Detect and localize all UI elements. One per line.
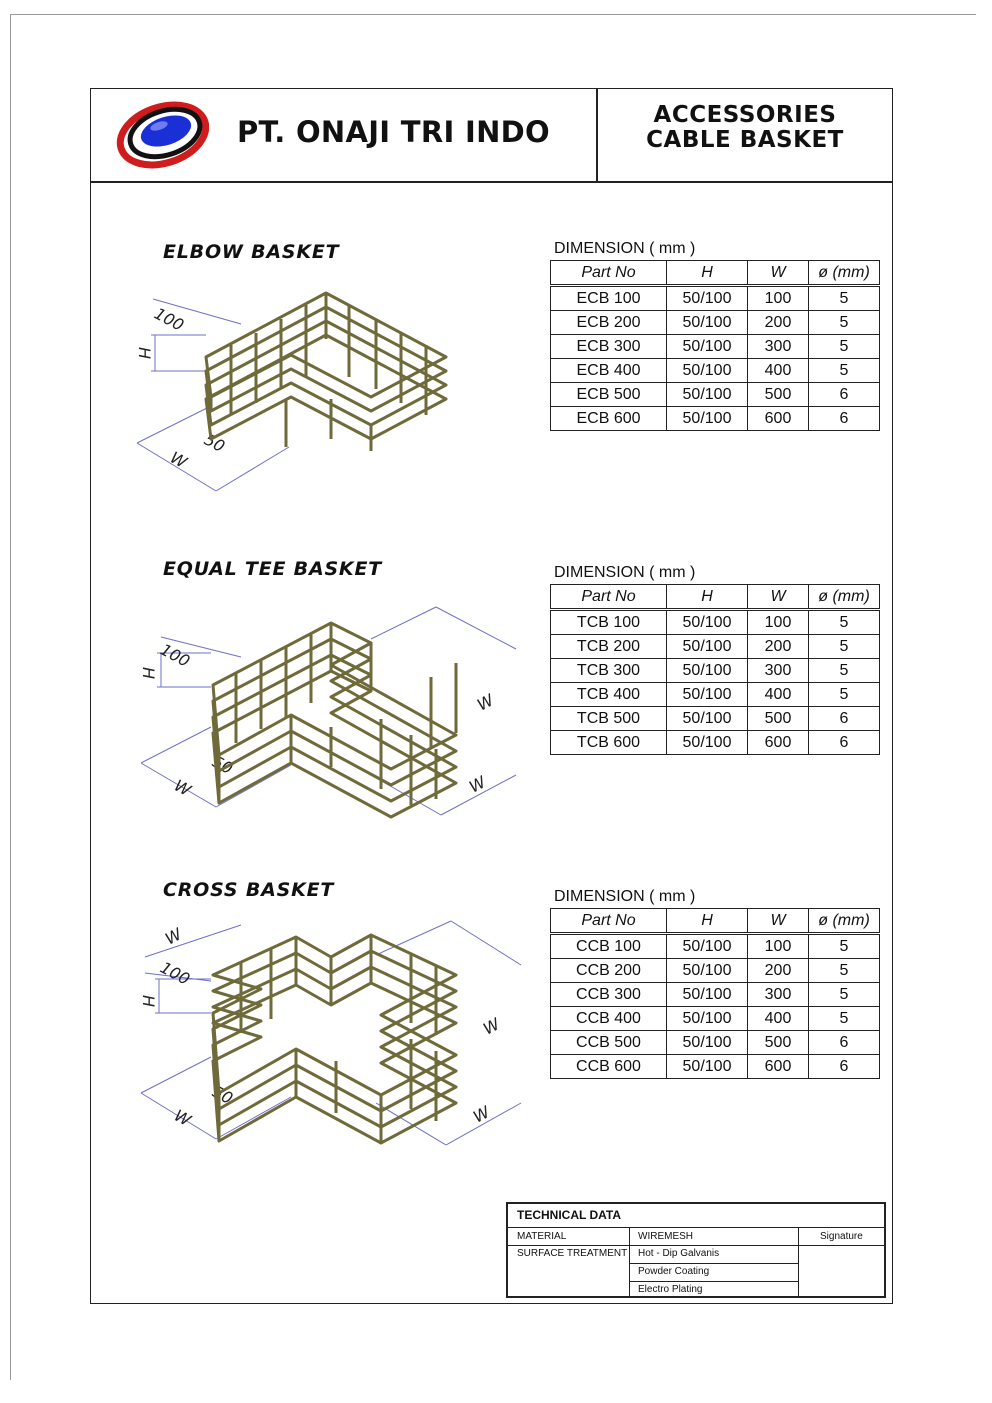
table-row — [551, 407, 880, 431]
tee-label-w-right: W — [465, 772, 489, 797]
cell: 50/100 — [667, 959, 748, 983]
cell: 50/100 — [667, 286, 748, 311]
equal-tee-dimension-table — [550, 584, 880, 755]
cell: TCB 500 — [551, 707, 667, 731]
elbow-dimension-table — [550, 260, 880, 431]
table-row — [551, 959, 880, 983]
surface-value: Powder Coating — [638, 1266, 710, 1277]
col-h: H — [667, 585, 748, 610]
cell: 400 — [748, 1007, 809, 1031]
table-row — [551, 731, 880, 755]
cell: 600 — [748, 731, 809, 755]
cell: TCB 400 — [551, 683, 667, 707]
cell: CCB 300 — [551, 983, 667, 1007]
table-row — [551, 1007, 880, 1031]
signature-label: Signature — [820, 1231, 863, 1242]
elbow-basket-title: ELBOW BASKET — [163, 241, 340, 263]
equal-tee-basket-title: EQUAL TEE BASKET — [163, 558, 382, 580]
col-w: W — [748, 585, 809, 610]
cell: 50/100 — [667, 707, 748, 731]
table-row — [551, 683, 880, 707]
cell: 200 — [748, 635, 809, 659]
tee-label-50: 50 — [209, 751, 237, 779]
divider — [508, 1227, 884, 1228]
title-line-2: CABLE BASKET — [646, 127, 844, 153]
company-logo-icon — [113, 97, 209, 169]
divider — [629, 1227, 630, 1298]
table-row — [551, 1031, 880, 1055]
divider — [798, 1227, 799, 1298]
cell: 5 — [809, 983, 880, 1007]
company-block — [91, 89, 598, 181]
cross-dimension-table — [550, 908, 880, 1079]
technical-data-title: TECHNICAL DATA — [517, 1208, 621, 1222]
cell: 6 — [809, 1031, 880, 1055]
table-row — [551, 311, 880, 335]
equal-tee-dimension-label: DIMENSION ( mm ) — [554, 564, 696, 581]
table-header-row — [551, 909, 880, 934]
cell: 50/100 — [667, 731, 748, 755]
table-row — [551, 934, 880, 959]
surface-treatment-label: SURFACE TREATMENT — [517, 1248, 628, 1259]
cell: 50/100 — [667, 983, 748, 1007]
cell: 400 — [748, 359, 809, 383]
col-part-no: Part No — [551, 585, 667, 610]
cell: CCB 200 — [551, 959, 667, 983]
cell: ECB 500 — [551, 383, 667, 407]
surface-value: Electro Plating — [638, 1284, 703, 1295]
elbow-label-h: H — [135, 347, 154, 360]
cell: TCB 200 — [551, 635, 667, 659]
cell: 300 — [748, 335, 809, 359]
cell: ECB 100 — [551, 286, 667, 311]
cell: 50/100 — [667, 683, 748, 707]
cell: 5 — [809, 286, 880, 311]
cell: 5 — [809, 934, 880, 959]
cell: 50/100 — [667, 1031, 748, 1055]
col-diameter: ø (mm) — [809, 585, 880, 610]
page-border-top — [10, 14, 976, 15]
material-value: WIREMESH — [638, 1231, 693, 1242]
elbow-label-50: 50 — [201, 429, 229, 457]
table-header-row — [551, 585, 880, 610]
divider — [508, 1245, 884, 1246]
cell: 100 — [748, 286, 809, 311]
cell: 50/100 — [667, 1007, 748, 1031]
cross-label-100: 100 — [157, 957, 194, 989]
cell: 200 — [748, 959, 809, 983]
cell: TCB 300 — [551, 659, 667, 683]
drawing-sheet — [90, 88, 893, 1304]
col-w: W — [748, 909, 809, 934]
cell: 5 — [809, 359, 880, 383]
cell: 500 — [748, 707, 809, 731]
cell: 50/100 — [667, 934, 748, 959]
table-row — [551, 383, 880, 407]
cell: 50/100 — [667, 383, 748, 407]
col-h: H — [667, 909, 748, 934]
cell: 200 — [748, 311, 809, 335]
elbow-label-w: W — [167, 447, 191, 472]
table-row — [551, 659, 880, 683]
cell: 5 — [809, 335, 880, 359]
cell: 5 — [809, 683, 880, 707]
cross-dimension-label: DIMENSION ( mm ) — [554, 888, 696, 905]
cell: ECB 300 — [551, 335, 667, 359]
col-w: W — [748, 261, 809, 286]
cell: 5 — [809, 959, 880, 983]
title-block — [91, 89, 892, 183]
cell: 50/100 — [667, 1055, 748, 1079]
cell: CCB 500 — [551, 1031, 667, 1055]
tee-label-100: 100 — [157, 639, 194, 671]
elbow-basket-drawing — [131, 279, 466, 497]
cell: TCB 100 — [551, 610, 667, 635]
cell: 50/100 — [667, 635, 748, 659]
cell: 400 — [748, 683, 809, 707]
divider — [629, 1263, 799, 1264]
table-row — [551, 1055, 880, 1079]
cell: 500 — [748, 383, 809, 407]
tee-label-w-top: W — [473, 690, 497, 715]
table-row — [551, 635, 880, 659]
cell: 300 — [748, 983, 809, 1007]
cell: 600 — [748, 407, 809, 431]
col-part-no: Part No — [551, 909, 667, 934]
cell: 5 — [809, 635, 880, 659]
cell: ECB 400 — [551, 359, 667, 383]
cell: 300 — [748, 659, 809, 683]
title-line-1: ACCESSORIES — [653, 102, 837, 128]
cell: CCB 600 — [551, 1055, 667, 1079]
tee-label-w-left: W — [171, 775, 195, 800]
col-part-no: Part No — [551, 261, 667, 286]
cell: 5 — [809, 610, 880, 635]
cross-label-50: 50 — [209, 1081, 237, 1109]
cell: 6 — [809, 707, 880, 731]
cross-basket-drawing — [131, 917, 531, 1149]
cell: TCB 600 — [551, 731, 667, 755]
table-row — [551, 286, 880, 311]
cell: 500 — [748, 1031, 809, 1055]
cell: 6 — [809, 731, 880, 755]
company-name: PT. ONAJI TRI INDO — [237, 115, 550, 149]
col-h: H — [667, 261, 748, 286]
cell: 5 — [809, 1007, 880, 1031]
cross-label-w-right: W — [469, 1102, 493, 1127]
cell: 100 — [748, 610, 809, 635]
cross-basket-title: CROSS BASKET — [163, 879, 335, 901]
cross-label-w-top: W — [479, 1014, 503, 1039]
cell: 6 — [809, 1055, 880, 1079]
cell: 50/100 — [667, 407, 748, 431]
table-header-row — [551, 261, 880, 286]
cell: 6 — [809, 383, 880, 407]
cross-label-w-left: W — [171, 1105, 195, 1130]
document-title — [598, 103, 892, 153]
cell: 50/100 — [667, 335, 748, 359]
table-row — [551, 983, 880, 1007]
cell: 5 — [809, 311, 880, 335]
surface-value: Hot - Dip Galvanis — [638, 1248, 720, 1259]
table-row — [551, 707, 880, 731]
cell: 100 — [748, 934, 809, 959]
tee-label-h: H — [139, 667, 158, 680]
cell: 50/100 — [667, 359, 748, 383]
cell: ECB 200 — [551, 311, 667, 335]
cell: 5 — [809, 659, 880, 683]
equal-tee-basket-drawing — [131, 597, 531, 827]
cell: 50/100 — [667, 311, 748, 335]
table-row — [551, 335, 880, 359]
col-diameter: ø (mm) — [809, 261, 880, 286]
cell: 50/100 — [667, 610, 748, 635]
cell: 6 — [809, 407, 880, 431]
table-row — [551, 610, 880, 635]
cell: ECB 600 — [551, 407, 667, 431]
material-label: MATERIAL — [517, 1231, 567, 1242]
cell: CCB 400 — [551, 1007, 667, 1031]
page-border-left — [10, 14, 11, 1380]
technical-data-block — [506, 1202, 886, 1298]
table-row — [551, 359, 880, 383]
cell: CCB 100 — [551, 934, 667, 959]
col-diameter: ø (mm) — [809, 909, 880, 934]
cross-label-w-upper-left: W — [161, 924, 185, 949]
divider — [629, 1281, 799, 1282]
cross-label-h: H — [139, 995, 158, 1008]
elbow-label-100: 100 — [151, 303, 188, 335]
cell: 600 — [748, 1055, 809, 1079]
cell: 50/100 — [667, 659, 748, 683]
elbow-dimension-label: DIMENSION ( mm ) — [554, 240, 696, 257]
